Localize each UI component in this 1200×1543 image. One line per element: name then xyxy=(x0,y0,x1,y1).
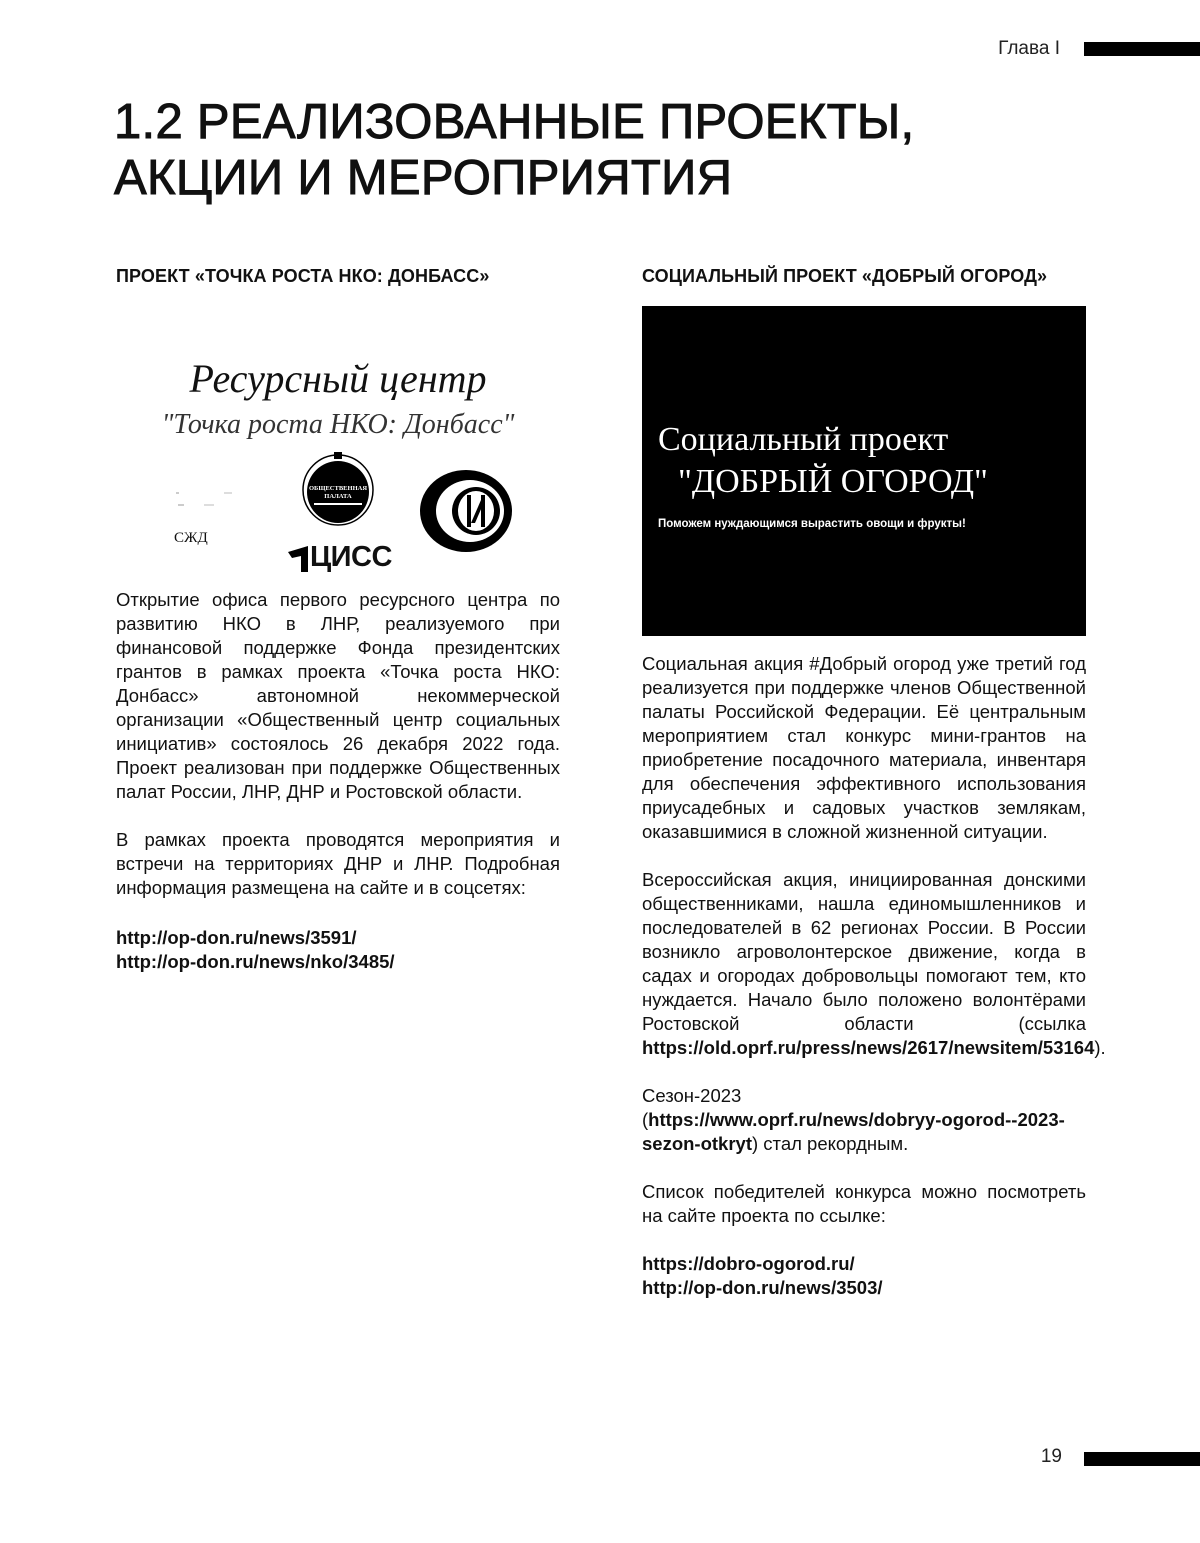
right-heading: СОЦИАЛЬНЫЙ ПРОЕКТ «ДОБРЫЙ ОГОРОД» xyxy=(642,266,1048,286)
left-heading: ПРОЕКТ «ТОЧКА РОСТА НКО: ДОНБАСС» xyxy=(116,266,490,286)
season-open: ( xyxy=(642,1109,649,1130)
chapter-label: Глава I xyxy=(998,38,1060,59)
right-paragraph-2 xyxy=(642,868,1106,1060)
link-op-don-3591[interactable]: http://op-don.ru/news/3591/ xyxy=(116,927,357,948)
right-paragraph-4: Список победителей конкурса можно посмотреть на сайте проекта по ссылке: xyxy=(642,1181,1086,1226)
logo-subtitle: "Точка роста НКО: Донбасс" xyxy=(161,409,515,440)
right-paragraph-2-text: Всероссийская акция, инициированная донскими общественниками, нашла единомышленников и последователей в 62 регионах России. В России возникло агроволонтерское движение, когда в садах и огородах добровольцы помогают тем, кто нуждается. Начало было положено волонтёрами Ростовской области (ссылка xyxy=(642,869,1086,1034)
ciss-logo-text: ЦИСС xyxy=(310,541,392,573)
seal-text-line1: ОБЩЕСТВЕННАЯ xyxy=(308,485,368,492)
banner-line1: Социальный проект xyxy=(658,421,949,458)
link-op-don-nko-3485[interactable]: http://op-don.ru/news/nko/3485/ xyxy=(116,951,395,972)
resource-center-logo xyxy=(116,292,560,588)
right-links xyxy=(642,1252,1086,1300)
page-number: 19 xyxy=(1040,1446,1062,1467)
ci-logo-icon xyxy=(418,468,514,554)
footer-bar xyxy=(1084,1452,1200,1466)
faint-logo-icon xyxy=(174,490,244,510)
page-title-line2: АКЦИИ И МЕРОПРИЯТИЯ xyxy=(114,151,733,205)
left-paragraph-1: Открытие офиса первого ресурсного центра по развитию НКО в ЛНР, реализуемого при финансовой поддержке Фонда президентских грантов в рамках проекта «Точка роста НКО: Донбасс» автономной некоммерческой организации «Общественный центр социальных инициатив» состоялось 26 декабря 2022 года. Проект реализован при поддержке Общественных палат России, ЛНР, ДНР и Ростовской области. xyxy=(116,589,560,802)
link-op-don-3503[interactable]: http://op-don.ru/news/3503/ xyxy=(642,1277,883,1298)
public-chamber-seal-icon xyxy=(300,452,376,528)
page-title-line1: 1.2 РЕАЛИЗОВАННЫЕ ПРОЕКТЫ, xyxy=(114,95,915,149)
sjd-logo: СЖД xyxy=(174,530,208,546)
page-title xyxy=(114,94,914,206)
banner-line2: "ДОБРЫЙ ОГОРОД" xyxy=(678,463,988,500)
link-oprf-newsitem[interactable]: https://old.oprf.ru/press/news/2617/newsitem/53164 xyxy=(642,1037,1095,1058)
link-oprf-season-2023[interactable]: https://www.oprf.ru/news/dobryy-ogorod--2023-sezon-otkryt xyxy=(642,1109,1065,1154)
left-links xyxy=(116,926,560,974)
season-label: Сезон-2023 xyxy=(642,1085,742,1106)
right-paragraph-2-end: ). xyxy=(1094,1037,1106,1058)
link-dobro-ogorod[interactable]: https://dobro-ogorod.ru/ xyxy=(642,1253,855,1274)
right-paragraph-1: Социальная акция #Добрый огород уже третий год реализуется при поддержке членов Общественной палаты Российской Федерации. Её центральным мероприятием стал конкурс мини-грантов на приобретение посадочного материала, инвентаря для обеспечения эффективного использования приусадебных и садовых участков землякам, оказавшимися в сложной жизненной ситуации. xyxy=(642,653,1086,842)
left-paragraph-2: В рамках проекта проводятся мероприятия и встречи на территориях ДНР и ЛНР. Подробная информация размещена на сайте и в соцсетях: xyxy=(116,829,560,898)
header-bar xyxy=(1084,42,1200,56)
logo-title: Ресурсный центр xyxy=(189,356,487,401)
seal-text-line2: ПАЛАТА xyxy=(324,493,352,500)
dobry-ogorod-banner xyxy=(642,306,1086,636)
banner-subtitle: Поможем нуждающимся вырастить овощи и фрукты! xyxy=(658,518,966,530)
left-column xyxy=(116,262,560,974)
right-column xyxy=(642,262,1106,1300)
season-end: ) стал рекордным. xyxy=(752,1133,909,1154)
season-paragraph xyxy=(642,1084,1086,1156)
